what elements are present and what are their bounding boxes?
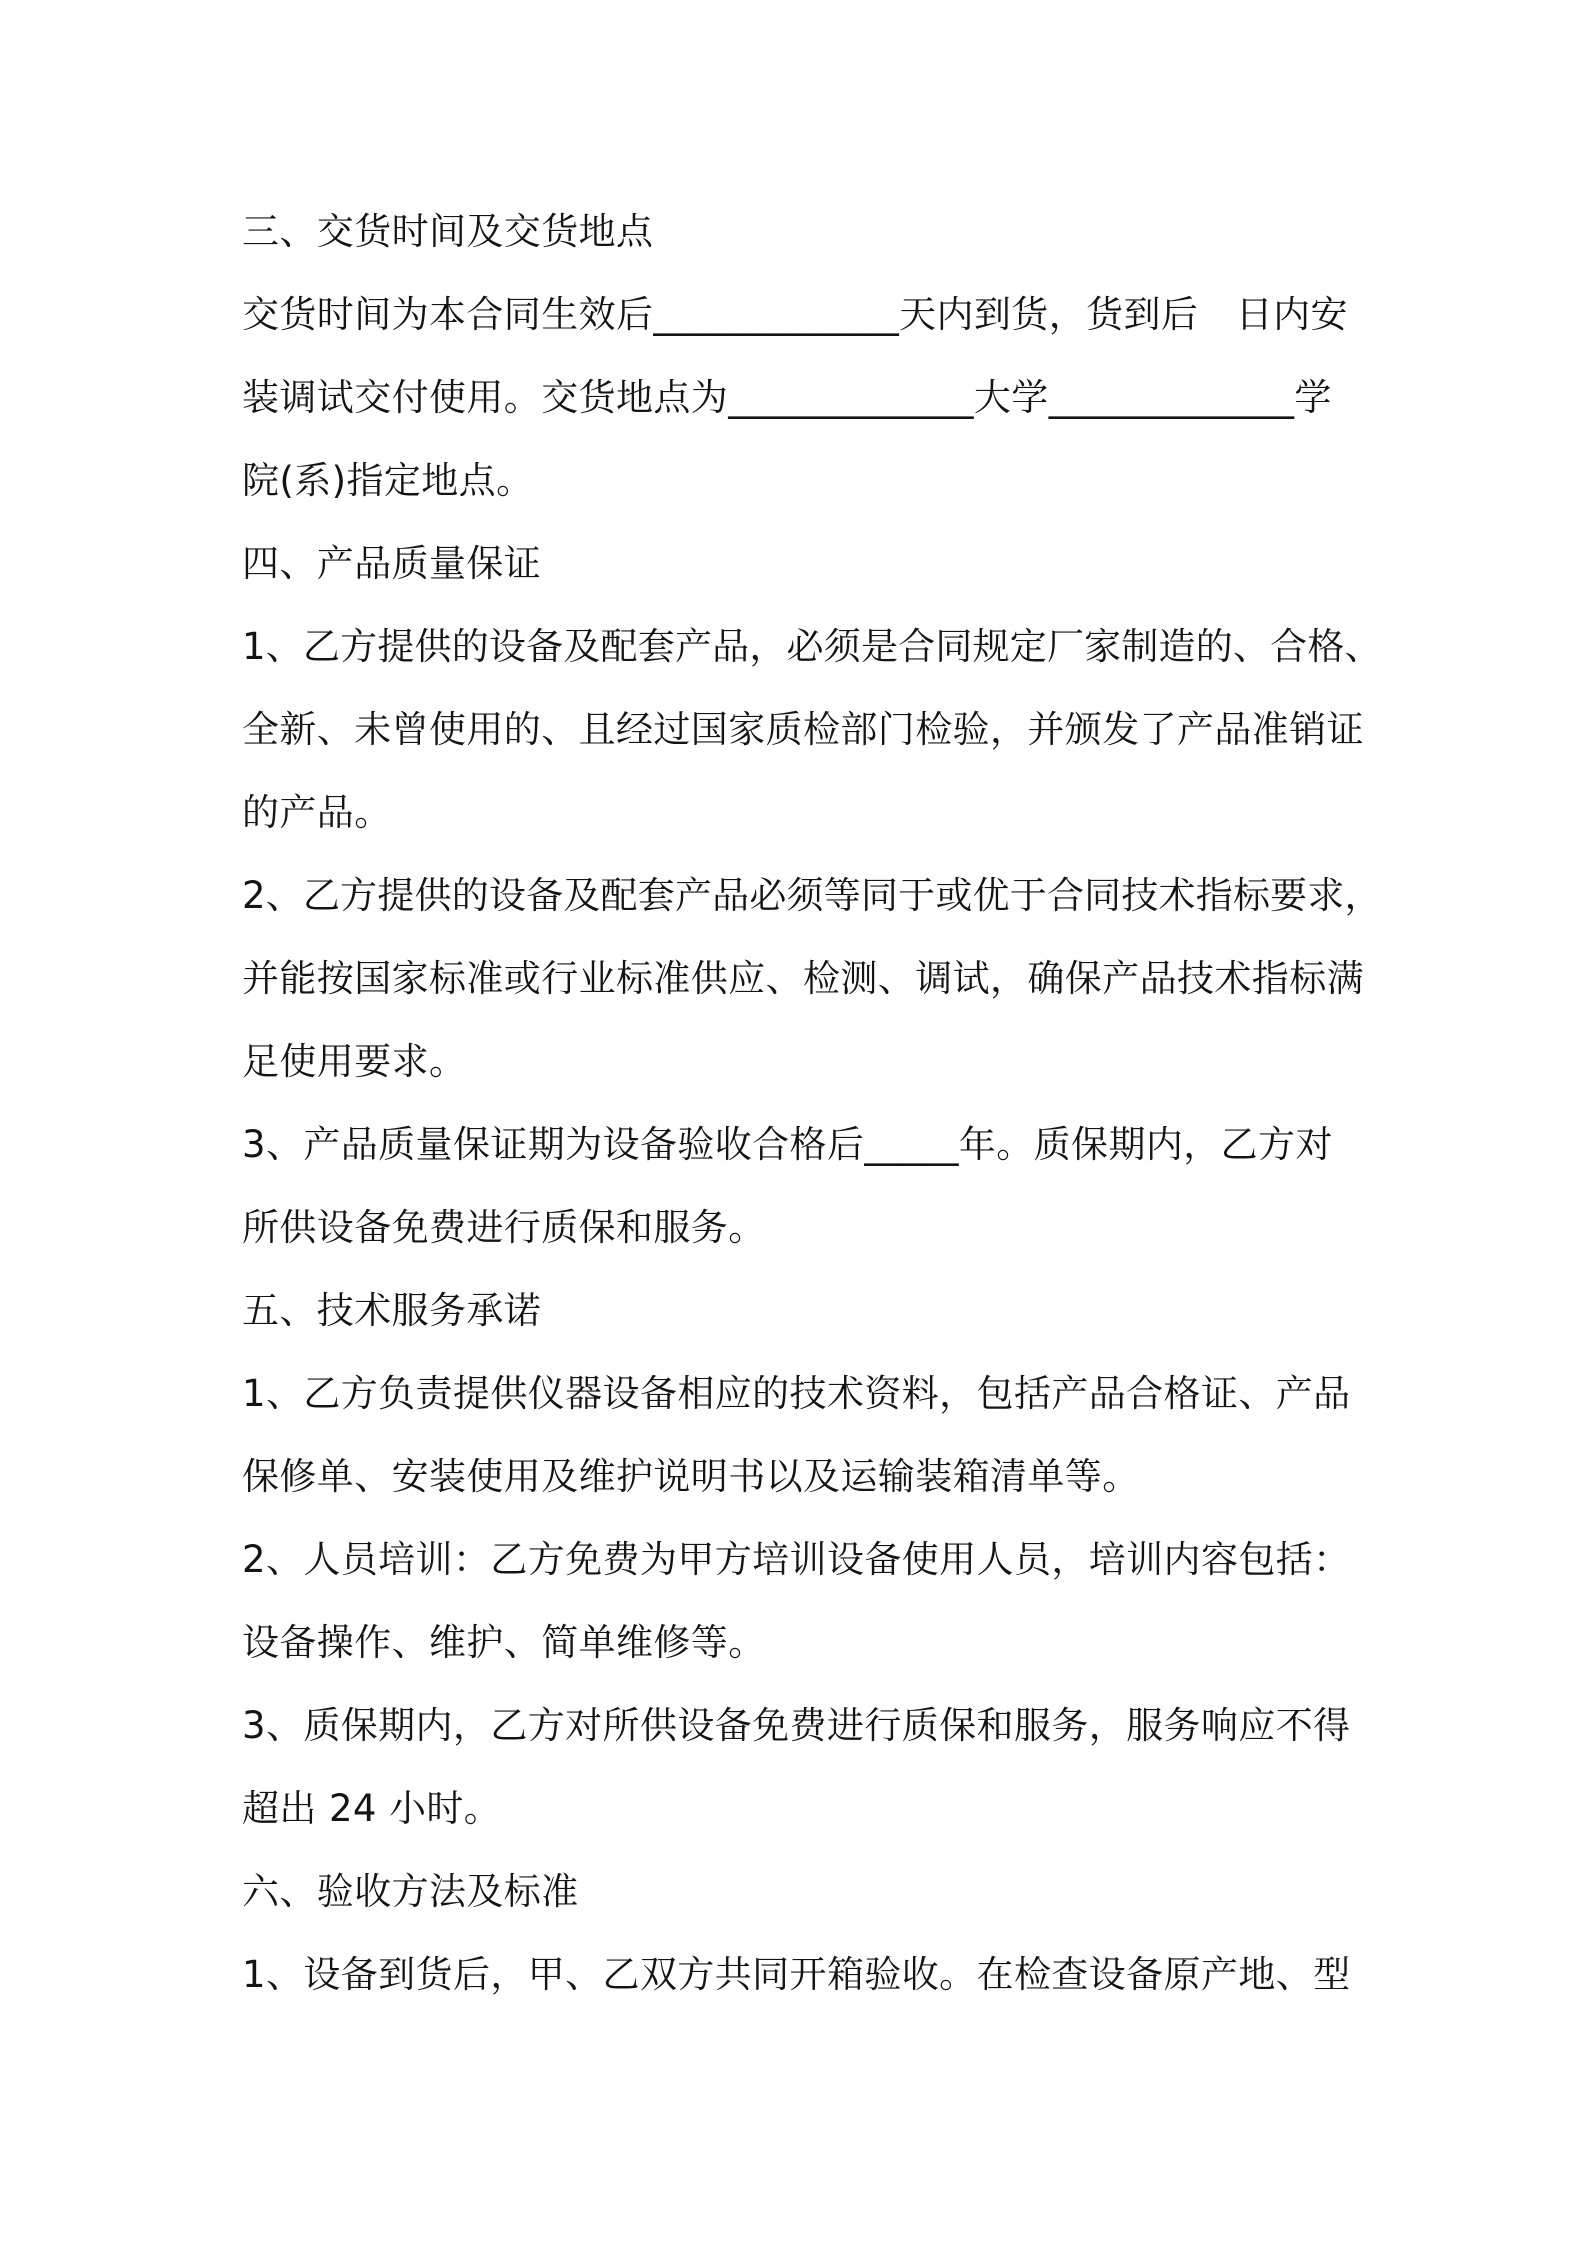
paragraph-line: 1、设备到货后，甲、乙双方共同开箱验收。在检查设备原产地、型 bbox=[242, 1953, 1351, 1996]
paragraph-line: 1、乙方提供的设备及配套产品，必须是合同规定厂家制造的、合格、 bbox=[242, 625, 1382, 668]
paragraph-line: 设备操作、维护、简单维修等。 bbox=[242, 1621, 766, 1664]
paragraph-line: 全新、未曾使用的、且经过国家质检部门检验，并颁发了产品准销证 bbox=[242, 708, 1364, 751]
paragraph-line: 院(系)指定地点。 bbox=[242, 459, 534, 502]
section-heading-acceptance: 六、验收方法及标准 bbox=[242, 1870, 579, 1913]
section-heading-quality: 四、产品质量保证 bbox=[242, 542, 542, 585]
paragraph-line: 交货时间为本合同生效后_____________天内到货，货到后 日内安 bbox=[242, 293, 1348, 336]
paragraph-line: 2、乙方提供的设备及配套产品必须等同于或优于合同技术指标要求， bbox=[242, 874, 1382, 917]
paragraph-line: 并能按国家标准或行业标准供应、检测、调试，确保产品技术指标满 bbox=[242, 957, 1364, 1000]
paragraph-line: 3、质保期内，乙方对所供设备免费进行质保和服务，服务响应不得 bbox=[242, 1704, 1351, 1747]
paragraph-line: 1、乙方负责提供仪器设备相应的技术资料，包括产品合格证、产品 bbox=[242, 1372, 1351, 1415]
section-heading-service: 五、技术服务承诺 bbox=[242, 1289, 542, 1332]
paragraph-line: 的产品。 bbox=[242, 791, 392, 834]
document-body bbox=[242, 190, 1382, 2016]
section-heading-delivery: 三、交货时间及交货地点 bbox=[242, 210, 654, 253]
paragraph-line: 装调试交付使用。交货地点为_____________大学_____________学 bbox=[242, 376, 1332, 419]
paragraph-line: 超出 24 小时。 bbox=[242, 1787, 502, 1830]
paragraph-line: 保修单、安装使用及维护说明书以及运输装箱清单等。 bbox=[242, 1455, 1140, 1498]
paragraph-line: 2、人员培训：乙方免费为甲方培训设备使用人员，培训内容包括： bbox=[242, 1538, 1351, 1581]
paragraph-line: 所供设备免费进行质保和服务。 bbox=[242, 1206, 766, 1249]
paragraph-line: 足使用要求。 bbox=[242, 1040, 467, 1083]
paragraph-line: 3、产品质量保证期为设备验收合格后_____年。质保期内，乙方对 bbox=[242, 1123, 1333, 1166]
